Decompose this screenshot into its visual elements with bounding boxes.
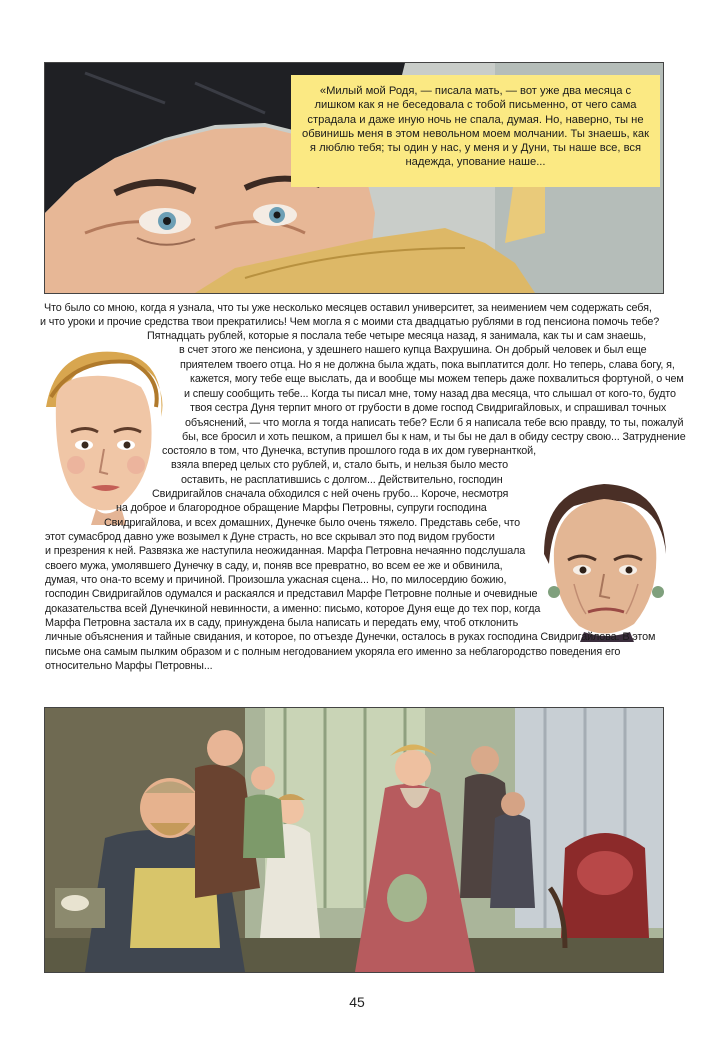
body-text-line: письме она самым пылким образом и с полным негодованием укоряла его именно за неблагородство поведения его: [45, 646, 621, 658]
body-text-line: и спешу сообщить тебе... Когда ты писал мне, тому назад два месяца, что слышал от кого-то, будто: [184, 388, 676, 400]
body-text-line: Что было со мною, когда я узнала, что ты уже несколько месяцев оставил университет, за неимением чем содержать себя,: [44, 302, 652, 314]
body-text-line: и что уроки и прочие средства твои прекратились! Чем могла я с моими ста двадцатью рублями в год пенсиона помочь тебе?: [40, 316, 660, 328]
body-text-line: бы, все бросил и хоть пешком, а пришел бы к нам, и ты бы не дал в обиду сестру свою... Затруднение: [182, 431, 686, 443]
body-text-line: Свидригайлова, и всех домашних, Дунечке было очень тяжело. Представь себе, что: [104, 517, 521, 529]
page-number: 45: [349, 994, 365, 1010]
body-text-line: думая, что она-то всему и причиной. Произошла ужасная сцена... Но, по милосердию божию,: [45, 574, 507, 586]
body-text-line: оставить, не расплатившись с долгом... Действительно, господин: [181, 474, 503, 486]
body-text-line: доказательства всей Дунечкиной невинности, а именно: письмо, которое Дуня еще до тех пор, когда: [45, 603, 541, 615]
body-text-line: господин Свидригайлов одумался и раскаялся и представил Марфе Петровне полные и очевидные: [45, 588, 538, 600]
body-text-line: и презрения к ней. Развязка же наступила неожиданная. Марфа Петровна нечаянно подслушала: [45, 545, 526, 557]
body-text-line: Пятнадцать рублей, которые я послала тебе четыре месяца назад, я занимала, как ты и сам знаешь,: [147, 330, 647, 342]
body-text-line: кажется, могу тебе еще выслать, да и вообще мы можем теперь даже похвалиться фортуной, о чем: [190, 373, 684, 385]
marfa-petrovna-portrait: [534, 474, 676, 642]
body-text-line: Свидригайлов сначала обходился с ней очень грубо... Короче, несмотря: [152, 488, 509, 500]
body-text-line: состояло в том, что Дунечка, вступив прошлого года в их дом гувернанткой,: [162, 445, 536, 457]
body-text-line: взяла вперед целых сто рублей, и, стало быть, и нельзя было место: [171, 459, 508, 471]
body-text-line: относительно Марфы Петровны...: [45, 660, 213, 672]
letter-caption-box: «Милый мой Родя, — писала мать, — вот уже два месяца с лишком как я не беседовала с тобой письменно, от чего сама страдала и даже иную ночь не спала, думая. Но, наверно, ты не обвинишь меня в этом невольном моем молчании. Ты знаешь, как я люблю тебя; ты один у нас, у меня и у Дуни, ты наше все, вся надежда, упование наше...: [291, 75, 660, 187]
body-text-line: в счет этого же пенсиона, у здешнего нашего купца Вахрушина. Он добрый человек и был еще: [179, 344, 647, 356]
body-text-line: личные объяснения и тайные свидания, и которое, по отъезде Дунечки, осталось в руках господина Свидригайлова. В этом: [45, 631, 656, 643]
body-text-line: на доброе и благородное обращение Марфы Петровны, супруги господина: [116, 502, 487, 514]
body-text-line: Марфа Петровна застала их в саду, принуждена была написать и передать ему, чтоб отклонить: [45, 617, 519, 629]
svidrigailov-family-scene: [45, 708, 663, 972]
body-text-line: приятелем твоего отца. Но я не должна была ждать, пока выплатится долг. Но теперь, слава богу, я,: [180, 359, 675, 371]
body-text-line: этот сумасброд давно уже возымел к Дуне страсть, но все скрывал это под видом грубости: [45, 531, 495, 543]
bottom-comic-panel: [44, 707, 664, 973]
body-text-line: твоя сестра Дуня терпит много от грубости в доме господ Свидригайловых, и спрашивал точных: [190, 402, 667, 414]
body-text-line: объяснений, — что могла я тогда написать тебе? Если б я написала тебе всю правду, то ты, пожалуй: [185, 417, 684, 429]
body-text-line: своего мужа, умолявшего Дунечку в саду, и, поняв все превратно, во всем ее же и обвинила,: [45, 560, 503, 572]
